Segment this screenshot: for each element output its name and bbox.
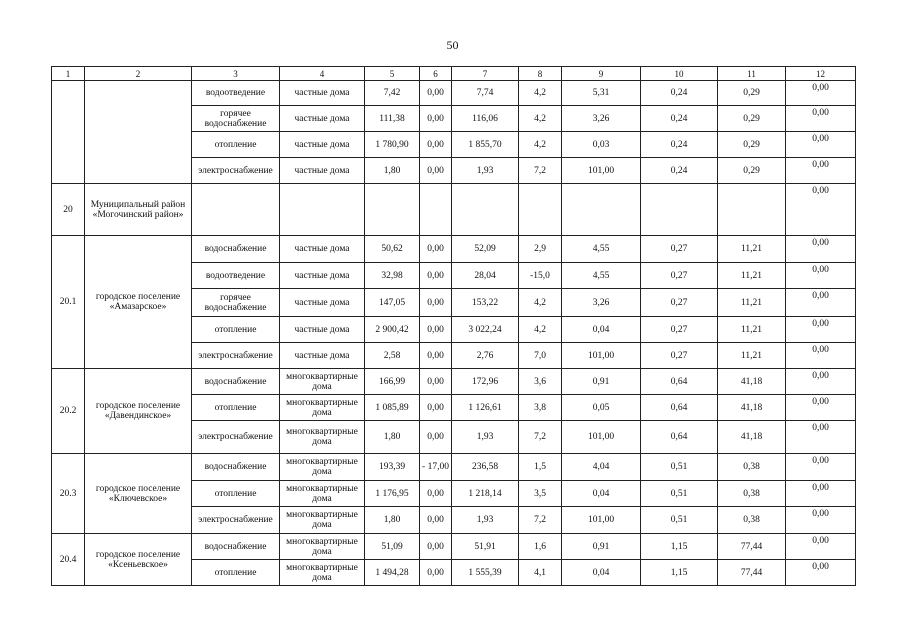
table-cell: 0,00 — [420, 81, 452, 106]
table-cell: 0,24 — [641, 81, 718, 106]
table-cell: 0,27 — [641, 236, 718, 263]
table-cell: 1,80 — [365, 507, 420, 534]
table-cell: 166,99 — [365, 369, 420, 395]
table-cell: 0,03 — [562, 132, 641, 158]
table-cell: 1,93 — [452, 507, 519, 534]
table-cell: 101,00 — [562, 158, 641, 184]
table-cell: отопление — [192, 560, 280, 586]
table-cell: 4,1 — [519, 560, 562, 586]
group-number-cell: 20.4 — [52, 534, 85, 586]
group-number-cell: 20.3 — [52, 454, 85, 534]
table-cell: 0,24 — [641, 106, 718, 132]
table-cell: частные дома — [280, 317, 365, 343]
header-cell: 1 — [52, 67, 85, 81]
table-cell: 3,26 — [562, 289, 641, 317]
table-cell: 1 218,14 — [452, 481, 519, 507]
table-cell: 116,06 — [452, 106, 519, 132]
table-cell: горячее водоснабжение — [192, 289, 280, 317]
table-cell: 101,00 — [562, 343, 641, 369]
table-cell: 0,00 — [786, 317, 856, 343]
table-cell: 1,80 — [365, 421, 420, 454]
table-cell: многоквартирные дома — [280, 481, 365, 507]
table-cell — [519, 184, 562, 236]
table-cell: 0,00 — [786, 289, 856, 317]
table-cell: 0,00 — [420, 534, 452, 560]
table-cell: 7,74 — [452, 81, 519, 106]
table-cell: электроснабжение — [192, 158, 280, 184]
table-cell: - 17,00 — [420, 454, 452, 481]
group-number-cell — [52, 81, 85, 184]
table-cell: 1 085,89 — [365, 395, 420, 421]
table-cell: водоснабжение — [192, 534, 280, 560]
table-cell: 3 022,24 — [452, 317, 519, 343]
table-cell: 0,00 — [420, 560, 452, 586]
table-cell: 1 176,95 — [365, 481, 420, 507]
table-cell: 2,58 — [365, 343, 420, 369]
table-cell — [641, 184, 718, 236]
table-cell: 1,80 — [365, 158, 420, 184]
table-cell: 236,58 — [452, 454, 519, 481]
table-row — [52, 81, 856, 106]
table-cell: 0,00 — [786, 421, 856, 454]
table-cell: 0,38 — [718, 454, 786, 481]
table-cell: -15,0 — [519, 263, 562, 289]
table-cell: 1 126,61 — [452, 395, 519, 421]
header-row — [52, 67, 856, 81]
table-cell: частные дома — [280, 106, 365, 132]
table-cell: 77,44 — [718, 560, 786, 586]
table-cell: 0,00 — [786, 132, 856, 158]
table-cell: частные дома — [280, 289, 365, 317]
table-cell: 1,5 — [519, 454, 562, 481]
table-cell: 3,5 — [519, 481, 562, 507]
table-cell: многоквартирные дома — [280, 421, 365, 454]
table-cell: отопление — [192, 317, 280, 343]
table-cell: 4,2 — [519, 317, 562, 343]
table-cell: 0,00 — [786, 236, 856, 263]
table-cell: 0,04 — [562, 317, 641, 343]
table-cell: 41,18 — [718, 395, 786, 421]
group-number-cell: 20.1 — [52, 236, 85, 369]
group-name-cell: Муниципальный район «Могочинский район» — [85, 184, 192, 236]
table-cell: 0,00 — [420, 106, 452, 132]
table-cell: 1,15 — [641, 534, 718, 560]
table-cell: 0,64 — [641, 421, 718, 454]
table-cell: 4,55 — [562, 236, 641, 263]
table-cell: 0,04 — [562, 481, 641, 507]
table-cell: 4,2 — [519, 81, 562, 106]
group-number-cell: 20.2 — [52, 369, 85, 454]
table-cell: 7,42 — [365, 81, 420, 106]
table-cell — [718, 184, 786, 236]
header-cell: 9 — [562, 67, 641, 81]
table-cell: водоснабжение — [192, 369, 280, 395]
table-cell: 0,00 — [420, 158, 452, 184]
table-cell: 4,2 — [519, 106, 562, 132]
group-number-cell: 20 — [52, 184, 85, 236]
table-cell: отопление — [192, 395, 280, 421]
table-cell: 3,26 — [562, 106, 641, 132]
group-name-cell: городское поселение «Амазарское» — [85, 236, 192, 369]
table-cell: 4,2 — [519, 289, 562, 317]
table-cell — [452, 184, 519, 236]
page-number: 50 — [446, 38, 459, 52]
table-cell: 0,00 — [786, 534, 856, 560]
table-cell: 32,98 — [365, 263, 420, 289]
table-cell: 0,00 — [420, 507, 452, 534]
table-cell: 2 900,42 — [365, 317, 420, 343]
table-cell — [420, 184, 452, 236]
group-name-cell: городское поселение «Ксеньевское» — [85, 534, 192, 586]
table-cell: 0,00 — [786, 454, 856, 481]
table-cell: 51,91 — [452, 534, 519, 560]
table-cell: 0,00 — [786, 507, 856, 534]
table-cell: 0,00 — [786, 81, 856, 106]
table-cell: 3,8 — [519, 395, 562, 421]
table-cell: 0,38 — [718, 507, 786, 534]
table-cell: 0,00 — [420, 132, 452, 158]
table-cell: 0,00 — [786, 106, 856, 132]
table-cell: 1,93 — [452, 158, 519, 184]
header-cell: 2 — [85, 67, 192, 81]
group-name-cell — [85, 81, 192, 184]
table-cell: 0,27 — [641, 343, 718, 369]
table-cell: 1,93 — [452, 421, 519, 454]
table-cell: 0,29 — [718, 158, 786, 184]
header-cell: 6 — [420, 67, 452, 81]
table-cell: 7,2 — [519, 421, 562, 454]
header-cell: 4 — [280, 67, 365, 81]
table-cell: 153,22 — [452, 289, 519, 317]
table-cell: 0,00 — [786, 560, 856, 586]
header-cell: 3 — [192, 67, 280, 81]
header-cell: 5 — [365, 67, 420, 81]
table-cell: электроснабжение — [192, 421, 280, 454]
table-cell: 0,00 — [786, 481, 856, 507]
table-cell: 1 555,39 — [452, 560, 519, 586]
table-cell: 0,91 — [562, 534, 641, 560]
table-cell: 2,76 — [452, 343, 519, 369]
table-cell: 0,00 — [420, 317, 452, 343]
table-cell: 0,64 — [641, 369, 718, 395]
table-cell: 52,09 — [452, 236, 519, 263]
table-cell: 4,55 — [562, 263, 641, 289]
table-cell: 11,21 — [718, 343, 786, 369]
header-cell: 11 — [718, 67, 786, 81]
table-cell: водоотведение — [192, 263, 280, 289]
header-cell: 10 — [641, 67, 718, 81]
table-cell: водоснабжение — [192, 454, 280, 481]
table-cell: 4,2 — [519, 132, 562, 158]
table-cell: 172,96 — [452, 369, 519, 395]
table-cell: 11,21 — [718, 289, 786, 317]
table-cell: 0,00 — [420, 421, 452, 454]
table-cell: частные дома — [280, 158, 365, 184]
table-cell: 0,00 — [420, 395, 452, 421]
tariff-table — [51, 66, 856, 586]
table-cell: частные дома — [280, 132, 365, 158]
table-cell: 0,91 — [562, 369, 641, 395]
table-cell: 147,05 — [365, 289, 420, 317]
table-cell: 0,51 — [641, 481, 718, 507]
table-row — [52, 236, 856, 263]
table-row — [52, 454, 856, 481]
table-cell: электроснабжение — [192, 507, 280, 534]
header-cell: 12 — [786, 67, 856, 81]
table-cell: 0,00 — [786, 263, 856, 289]
table-cell: 0,00 — [420, 481, 452, 507]
table-cell: 0,51 — [641, 454, 718, 481]
table-cell — [562, 184, 641, 236]
table-cell: горячее водоснабжение — [192, 106, 280, 132]
table-cell: 0,00 — [420, 289, 452, 317]
table-cell: многоквартирные дома — [280, 560, 365, 586]
table-cell: 0,04 — [562, 560, 641, 586]
table-cell: частные дома — [280, 236, 365, 263]
table-cell: 193,39 — [365, 454, 420, 481]
table-row — [52, 184, 856, 236]
table-cell: 1 780,90 — [365, 132, 420, 158]
group-name-cell: городское поселение «Ключевское» — [85, 454, 192, 534]
table-cell: отопление — [192, 481, 280, 507]
table-cell: отопление — [192, 132, 280, 158]
table-cell: многоквартирные дома — [280, 534, 365, 560]
table-cell: частные дома — [280, 81, 365, 106]
table-cell: 0,64 — [641, 395, 718, 421]
table-cell: 7,0 — [519, 343, 562, 369]
table-cell: 1 855,70 — [452, 132, 519, 158]
table-cell: 0,00 — [420, 343, 452, 369]
table-cell: 0,00 — [786, 158, 856, 184]
table-cell: водоснабжение — [192, 236, 280, 263]
table-cell: 0,29 — [718, 132, 786, 158]
table-cell — [365, 184, 420, 236]
table-cell: 50,62 — [365, 236, 420, 263]
table-cell: 0,00 — [420, 236, 452, 263]
table-cell: 1 494,28 — [365, 560, 420, 586]
table-cell: 51,09 — [365, 534, 420, 560]
table-cell: 111,38 — [365, 106, 420, 132]
header-cell: 7 — [452, 67, 519, 81]
table-cell: частные дома — [280, 263, 365, 289]
table-cell: 1,6 — [519, 534, 562, 560]
table-cell: 77,44 — [718, 534, 786, 560]
table-cell: 2,9 — [519, 236, 562, 263]
table-cell: 0,24 — [641, 132, 718, 158]
table-cell: 3,6 — [519, 369, 562, 395]
table-cell: 0,00 — [786, 369, 856, 395]
table-cell — [192, 184, 280, 236]
table-cell: 101,00 — [562, 507, 641, 534]
table-cell: 41,18 — [718, 369, 786, 395]
table-cell: 0,00 — [786, 343, 856, 369]
table-cell: 0,00 — [420, 369, 452, 395]
table-cell: 0,38 — [718, 481, 786, 507]
table-cell: 4,04 — [562, 454, 641, 481]
table-cell: 0,29 — [718, 106, 786, 132]
table-cell: 41,18 — [718, 421, 786, 454]
table-cell: электроснабжение — [192, 343, 280, 369]
group-name-cell: городское поселение «Давендинское» — [85, 369, 192, 454]
table-cell: 0,27 — [641, 317, 718, 343]
table-cell: 7,2 — [519, 507, 562, 534]
table-cell: водоотведение — [192, 81, 280, 106]
table-cell: 101,00 — [562, 421, 641, 454]
table-cell: 11,21 — [718, 263, 786, 289]
table-cell: 5,31 — [562, 81, 641, 106]
table-row — [52, 534, 856, 560]
table-cell: 28,04 — [452, 263, 519, 289]
table-cell: многоквартирные дома — [280, 395, 365, 421]
table-cell: многоквартирные дома — [280, 369, 365, 395]
table-cell: 7,2 — [519, 158, 562, 184]
table-cell: 0,24 — [641, 158, 718, 184]
table-cell: 1,15 — [641, 560, 718, 586]
table-cell: 0,29 — [718, 81, 786, 106]
table-cell: частные дома — [280, 343, 365, 369]
table-cell — [280, 184, 365, 236]
table-cell: 11,21 — [718, 236, 786, 263]
table-cell: 0,27 — [641, 289, 718, 317]
table-cell: многоквартирные дома — [280, 454, 365, 481]
header-cell: 8 — [519, 67, 562, 81]
table-row — [52, 369, 856, 395]
table-cell: 0,27 — [641, 263, 718, 289]
table-cell: 0,00 — [420, 263, 452, 289]
table-cell: 0,00 — [786, 395, 856, 421]
table-cell: 0,00 — [786, 184, 856, 236]
table-cell: 0,05 — [562, 395, 641, 421]
table-cell: многоквартирные дома — [280, 507, 365, 534]
table-cell: 11,21 — [718, 317, 786, 343]
table-cell: 0,51 — [641, 507, 718, 534]
